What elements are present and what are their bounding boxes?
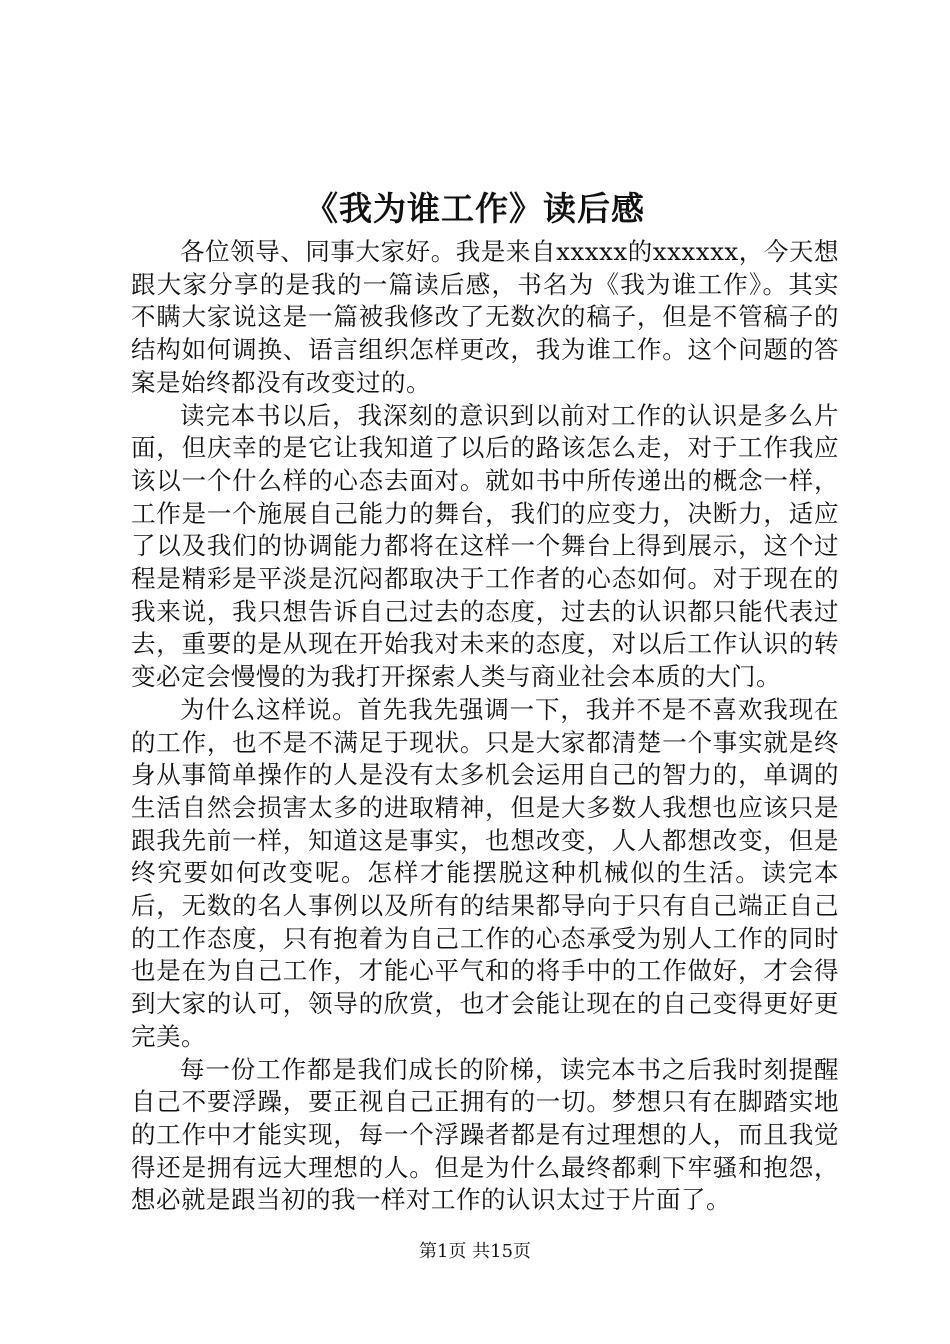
paragraph-3: 为什么这样说。首先我先强调一下，我并不是不喜欢我现在的工作，也不是不满足于现状。只是大家都清楚一个事实就是终身从事简单操作的人是没有太多机会运用自己的智力的，单调的生活自然会损害太多的进取精神，但是大多数人我想也应该只是跟我先前一样，知道这是事实，也想改变，人人都想改变，但是终究要如何改变呢。怎样才能摆脱这种机械似的生活。读完本后，无数的名人事例以及所有的结果都导向于只有自己端正自己的工作态度，只有抱着为自己工作的心态承受为别人工作的同时也是在为自己工作，才能心平气和的将手中的工作做好，才会得到大家的认可，领导的欣赏，也才会能让现在的自己变得更好更完美。 <box>131 694 839 1051</box>
paragraph-4: 每一份工作都是我们成长的阶梯，读完本书之后我时刻提醒自己不要浮躁，要正视自己正拥有的一切。梦想只有在脚踏实地的工作中才能实现，每一个浮躁者都是有过理想的人，而且我觉得还是拥有远大理想的人。但是为什么最终都剩下牢骚和抱怨，想必就是跟当初的我一样对工作的认识太过于片面了。 <box>131 1054 839 1215</box>
document-title: 《我为谁工作》读后感 <box>305 189 645 228</box>
paragraph-2: 读完本书以后，我深刻的意识到以前对工作的认识是多么片面，但庆幸的是它让我知道了以后的路该怎么走，对于工作我应该以一个什么样的心态去面对。就如书中所传递出的概念一样，工作是一个施展自己能力的舞台，我们的应变力，决断力，适应了以及我们的协调能力都将在这样一个舞台上得到展示，这个过程是精彩是平淡是沉闷都取决于工作者的心态如何。对于现在的我来说，我只想告诉自己过去的态度，过去的认识都只能代表过去，重要的是从现在开始我对未来的态度，对以后工作认识的转变必定会慢慢的为我打开探索人类与商业社会本质的大门。 <box>131 400 839 692</box>
document-body <box>131 236 839 1217</box>
page-number: 第1页 共15页 <box>418 1241 532 1262</box>
paragraph-1: 各位领导、同事大家好。我是来自xxxxx的xxxxxx，今天想跟大家分享的是我的一篇读后感，书名为《我为谁工作》。其实不瞒大家说这是一篇被我修改了无数次的稿子，但是不管稿子的结构如何调换、语言组织怎样更改，我为谁工作。这个问题的答案是始终都没有改变过的。 <box>131 237 839 397</box>
